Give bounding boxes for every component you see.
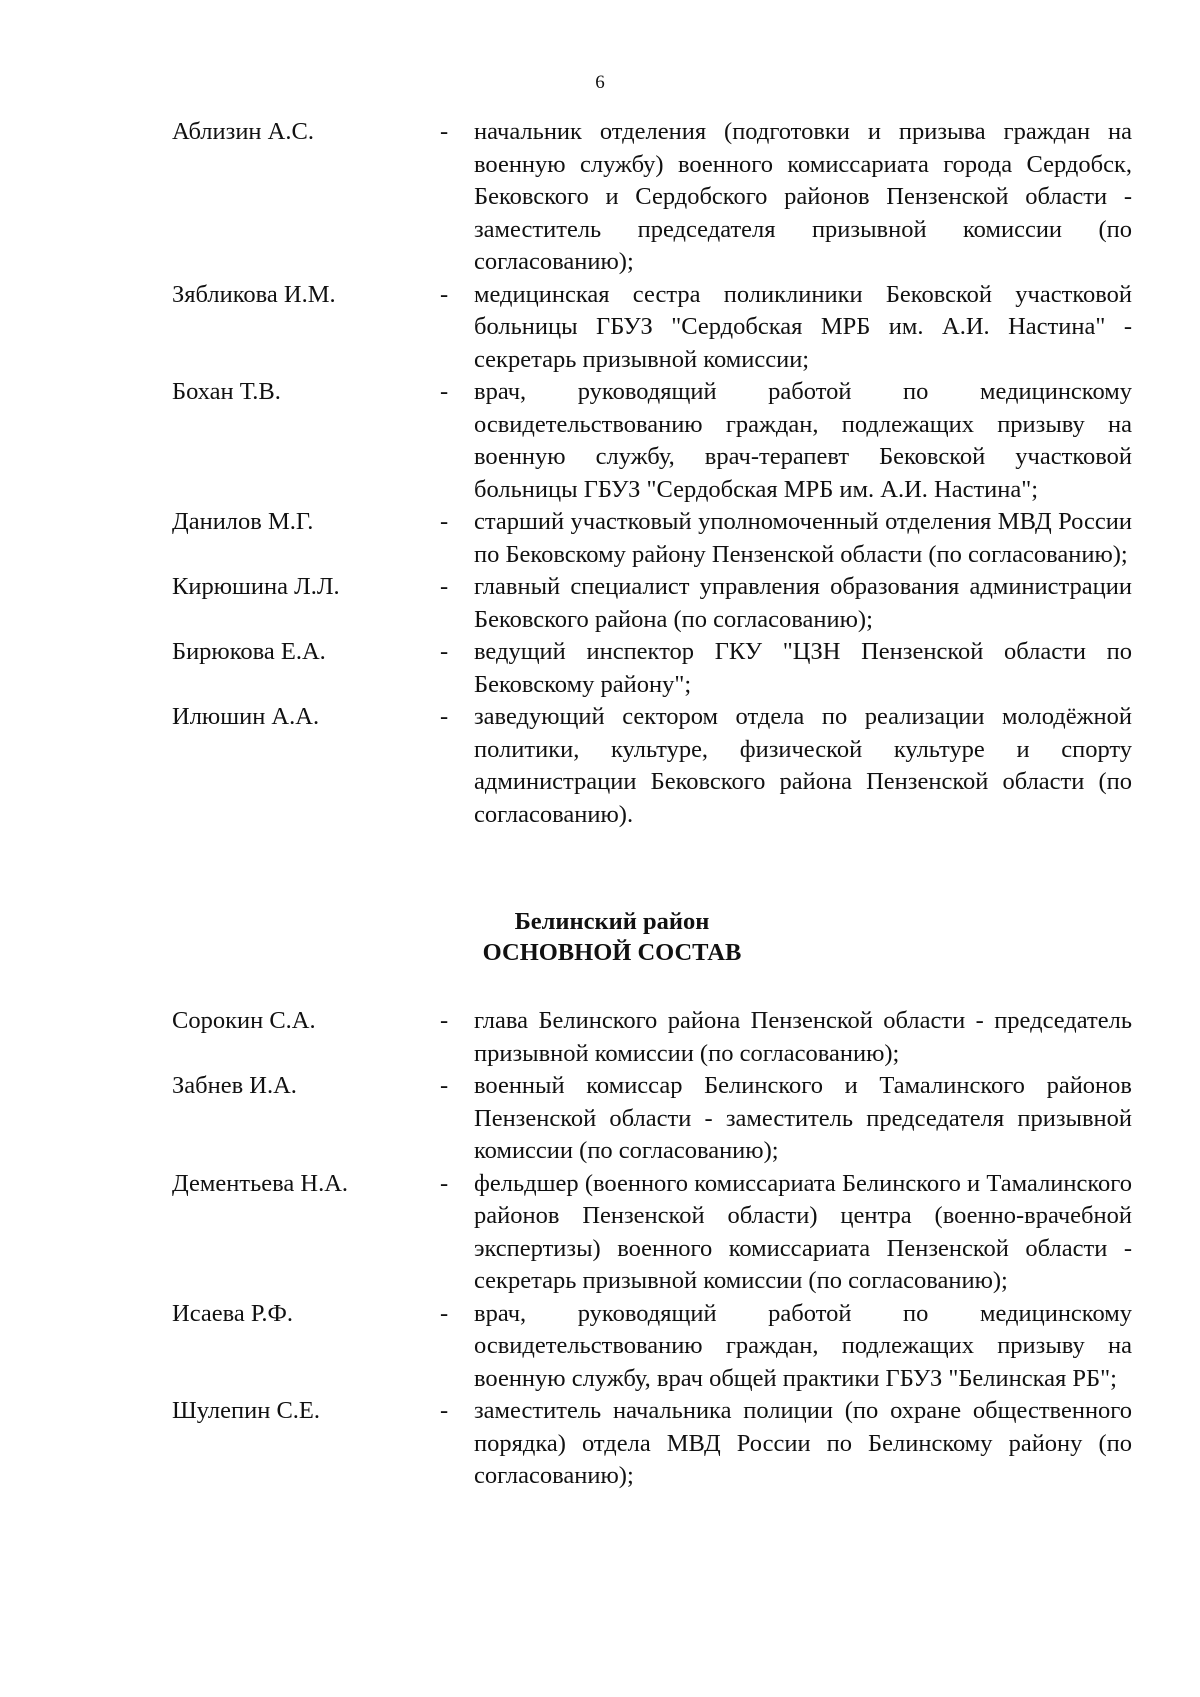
separator-dash: - bbox=[440, 703, 449, 730]
member-name: Шулепин С.Е. bbox=[172, 1397, 321, 1424]
separator-dash: - bbox=[440, 1169, 449, 1197]
member-name: Дементьева Н.А. bbox=[172, 1169, 349, 1197]
list-item bbox=[172, 376, 1132, 506]
list-item bbox=[172, 506, 1132, 571]
separator-dash: - bbox=[440, 573, 449, 600]
list-item bbox=[172, 636, 1132, 701]
list-item bbox=[172, 1005, 1132, 1070]
member-role: заместитель начальника полиции (по охране общественного порядка) отдела МВД России по Белинскому району (по согласованию); bbox=[474, 1397, 1132, 1489]
separator-dash: - bbox=[440, 1299, 449, 1327]
member-role: врач, руководящий работой по медицинскому освидетельствованию граждан, подлежащих призыву на военную службу, врач-терапевт Бековской участковой больницы ГБУЗ "Сердобская МРБ им. А.И. Настина"; bbox=[474, 378, 1132, 503]
member-role: медицинская сестра поликлиники Бековской участковой больницы ГБУЗ "Сердобская МРБ им. А.И. Настина" - секретарь призывной комиссии; bbox=[474, 280, 1132, 373]
member-role: старший участковый уполномоченный отделения МВД России по Бековскому району Пензенской области (по согласованию); bbox=[474, 508, 1132, 568]
list-item bbox=[172, 1298, 1132, 1396]
member-role: врач, руководящий работой по медицинскому освидетельствованию граждан, подлежащих призыву на военную службу, врач общей практики ГБУЗ "Белинская РБ"; bbox=[474, 1299, 1132, 1392]
member-name: Кирюшина Л.Л. bbox=[172, 573, 340, 600]
member-role: ведущий инспектор ГКУ "ЦЗН Пензенской области по Бековскому району"; bbox=[474, 638, 1132, 698]
list-item bbox=[172, 1070, 1132, 1168]
separator-dash: - bbox=[440, 378, 449, 405]
member-name: Зябликова И.М. bbox=[172, 280, 336, 308]
composition-heading: ОСНОВНОЙ СОСТАВ bbox=[482, 939, 742, 966]
member-role: заведующий сектором отдела по реализации молодёжной политики, культуре, физической культуре и спорту администрации Бековского района Пензенской области (по согласованию). bbox=[474, 703, 1132, 828]
member-name: Забнев И.А. bbox=[172, 1072, 297, 1099]
member-role: военный комиссар Белинского и Тамалинского районов Пензенской области - заместитель председателя призывной комиссии (по согласованию); bbox=[474, 1072, 1132, 1164]
member-name: Бохан Т.В. bbox=[172, 378, 281, 405]
separator-dash: - bbox=[440, 1007, 449, 1034]
member-role: главный специалист управления образования администрации Бековского района (по согласованию); bbox=[474, 573, 1132, 633]
separator-dash: - bbox=[440, 280, 449, 308]
member-name: Бирюкова Е.А. bbox=[172, 638, 326, 665]
separator-dash: - bbox=[440, 1072, 449, 1099]
list-item bbox=[172, 1168, 1132, 1298]
page-number: 6 bbox=[595, 72, 605, 93]
separator-dash: - bbox=[440, 508, 449, 535]
list-item bbox=[172, 116, 1132, 279]
member-name: Илюшин А.А. bbox=[172, 703, 320, 730]
member-list-belinsky bbox=[172, 1005, 1132, 1493]
list-item bbox=[172, 571, 1132, 636]
member-name: Исаева Р.Ф. bbox=[172, 1299, 294, 1327]
district-heading: Белинский район bbox=[514, 908, 710, 935]
member-name: Данилов М.Г. bbox=[172, 508, 314, 535]
member-role: глава Белинского района Пензенской области - председатель призывной комиссии (по согласованию); bbox=[474, 1007, 1132, 1067]
member-role: фельдшер (военного комиссариата Белинского и Тамалинского районов Пензенской области) центра (военно-врачебной экспертизы) военного комиссариата Пензенской области - секретарь призывной комиссии (по согласованию); bbox=[474, 1169, 1132, 1294]
separator-dash: - bbox=[440, 118, 449, 145]
member-list-bekovsky bbox=[172, 116, 1132, 831]
list-item bbox=[172, 1395, 1132, 1493]
member-name: Сорокин С.А. bbox=[172, 1007, 316, 1034]
list-item bbox=[172, 701, 1132, 831]
member-role: начальник отделения (подготовки и призыва граждан на военную службу) военного комиссариата города Сердобск, Бековского и Сердобского районов Пензенской области - заместитель председателя призывной комиссии (по согласованию); bbox=[474, 118, 1132, 275]
separator-dash: - bbox=[440, 638, 449, 665]
member-name: Аблизин А.С. bbox=[172, 118, 314, 145]
list-item bbox=[172, 279, 1132, 377]
separator-dash: - bbox=[440, 1397, 449, 1424]
